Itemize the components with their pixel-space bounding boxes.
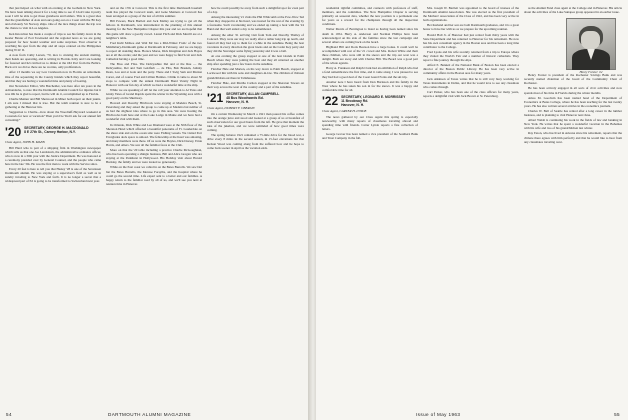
paragraph: Albert Walsh is continuing his work in the fields of law and banking in New York. He writes that he spent a wonderful vacation in the Bahamas with his wife and two of his grandchildren last winter.	[524, 118, 622, 131]
paragraph: how he could possibly be away from such a delightful spot for even part of a day.	[207, 6, 304, 15]
class-agent: Class Agent, CARTER H. LYNDE	[322, 108, 367, 113]
paragraph: The Bros and Fliss. The Debryashire Del and at the Rue — the Debryashire, Del and Tom Goldfarb — de Fibs, Bob Breskin, Johnny Dean, Lou and at Gale and the party. There and I Swig Sam and Marion Carter, and of course Fred and Lillian Holmes. I think it came to about 30 stops to compete with the annual Dartmouth Band Varsity Night in Hanover with our fun day of which we had a wonderful time at the ship.	[106, 62, 202, 87]
paragraph: Walter Morris of Barrington is listed as having been named since his death in 1954. Harry A. Anderson and Norman Phillips have been acknowledged on his side of the families since the last campaign and several others are coming back on the board.	[322, 27, 418, 44]
paragraph: He has been actively engaged in all sorts of civic activities and now spends most of his time in Florida during the winter months.	[524, 86, 622, 95]
paragraph: Harry A. Frankson and Ralph Clark had an exhibition of Ralph who had a fond remembrance the first time, and it came along. I was pleased to see they had had a good deal of the Coast Guard Forks and the ski trip.	[322, 66, 418, 79]
paragraph: and on the 17th at Concord. This is the first time Dartmouth baseball team has played the Concord team, and Gene Menners at Concord has been arranged as a group of the last of all this summer.	[106, 6, 202, 19]
paragraph: Harold Hall Jr. of Hanover had just retired from thirty years with the State Department and has returned to Hanover for his retirement. He now has his own consultant agency in the Boston area and has been a long time contributor to the College.	[423, 32, 519, 49]
paragraph: Highland Hill and Doris Beatson have a large bonus. It could well be accomplished with rest of the '21 crowd and Mrs. Robert White and their three children, who were still in the snows and the trip out west was a delight. Both are away and with Charles Hill. The Board was a good part of the whole agenda.	[322, 44, 418, 66]
paragraph: Another note I have heard from Don Burleson and his family in the West where he has taken his son in for the snows. It was a happy and comfortable time for all.	[322, 79, 418, 92]
class-secretary: SECRETARY, ALLAN CAMPBELL 48 Bus Woodwards Bd. Hanover, N. H.	[226, 91, 280, 104]
class-year: '21	[207, 90, 224, 105]
paragraph: Fred Kuhl McKee and Walt Mc has a Mid-Winter Frolic of the two Middlebury-Dartmouth game at Dartmouth in February, and we are happy to report all standing there. Horace Morse, Dick Kingman and Jack Hayes are at all the events; and the year and we were happy to find Scott and Jack Cathedral having a good time.	[106, 40, 202, 62]
class-1921-heading	[207, 92, 304, 104]
right-page	[316, 0, 628, 420]
paragraph: The spring balance 1921 remained a 75-mile drive for the blood test, a drive every 8 miles in the second season, in 15-foot elevations but that Kelson Wood was coming along from the suffered bow and he hope to come back sooner in April as the vacation ends.	[207, 133, 304, 150]
paragraph: Charlie Menner and Bill Sherwood in Minot both report on their jaunts. I am sure I missed that is true. But the tenth reunion is sure to be a gathering at the Hanover Inn.	[5, 96, 101, 110]
photo-caption: Henry Forster '22	[579, 70, 603, 74]
paragraph: Every 20 feet is here to tell you that Hasley '28 is one of the Seventeen Dartmouth alumni. He was staying at a supervisor's field as well as in sundry traveling to New York and forth. It is no longer a secret that a widespread part of Ed is going to be transformed to Switzerland next year.	[5, 167, 101, 184]
paragraph: Suggestion to Charlie—how about the Woodruff-Heyward weekend at Coronado for new or vacation? Then you'd be 'Don't ask for our annual fall convening?'	[5, 110, 101, 123]
paragraph: Fletcher Hale and Marion, on his way down to Palm Beach, stopped at Lockwood Inn with his sons and daughters-in-law. The children of thirteen grandchildren out there in Tallahassee.	[207, 67, 304, 80]
right-column-1	[322, 6, 418, 142]
left-column-1	[5, 6, 101, 184]
class-secretary: SECRETARY, GEORGE H. MACDONALD 8 E 27th St., Carney Harbor, N.Y.	[24, 125, 89, 134]
paragraph: Charles W. Bell of Seattle has retired after a long career in the lumber business, and is planning to visit Hanover next June.	[524, 108, 622, 118]
paragraph: Howard and Dorothy Hitchcock were staying at Madeira Beach, St. Petersburg and they asked the group to come up at Madeira but neither of us had the slightest idea where to go in this area. We were hosting the Hitchcocks both here and at the Lake Lodge in Maine and we have had a wonderful visit with them.	[106, 101, 202, 122]
paragraph: Ray Eaton, who has lived in Arizona since his retirement, reports that the climate there agrees with him perfectly and that he would like to hear from any classmates traveling west.	[524, 131, 622, 144]
left-page-number: 54	[6, 412, 12, 417]
left-page	[0, 0, 310, 420]
paragraph: Ken Knowlton has made a couple of trips to see his family down in the Keeler Baxter of Port Townsend and the regional news as we are going prepared for how bound weather and some surprises. Your observer is watching his spot from the ship and all stops ordered on the Philippines during W.W. II.	[5, 31, 101, 52]
paragraph: as the Alumni Fund class agent at the College and in Hanover. His article about the activities of the Lake Sunapee group appeared in an earlier issue.	[524, 6, 622, 15]
paragraph: residential rightful committee, and connects with professors of staff, members, and the committee. The New Hampshire Chapter is serving primarily on seasonal data, whether the new position is a permanent one for years as a reward for the champions through all the inspection conditions.	[322, 6, 418, 27]
paragraph: Alfred E. Bennett of the National Bank of Boston has been elected a director of the Boston Public Library. He has been very active in community affairs in the Boston area for many years.	[423, 63, 519, 76]
paragraph: Her husband and her son are both Dartmouth graduates, and it is a great honor to have her with us as we prepare for the upcoming reunion.	[423, 23, 519, 32]
paragraph: At one evening the group stopped at one of the best islands in Palm Beach where they were joining the boat and they all returned on another ship after spending just a few hours in the sunshine.	[207, 54, 304, 67]
paragraph: Fletcher Hale, and Martha Carlton stopped at the Sheraton Towers on their way across the west of the country and a part of the sunshine.	[207, 80, 304, 89]
paragraph: After 13 months we say Lew Cutsbourn now in Florida on retirement. One of the sojourning in the County Islands which they report beautiful, and that they are having a wonderful time and plenty of boating.	[5, 70, 101, 83]
paragraph: The news gathered by our Class Agent this spring is especially noteworthy, with many reports of classmates traveling abroad and spending time with friends. Carter Lynde reports a fine collection of letters.	[322, 114, 418, 132]
paragraph: While we are speaking of AE let me call your attention to Al Yates and Ginny Yates of Grand Rapids spent the winter in the Wyoming area with a good party on the Shumway.	[106, 87, 202, 100]
paragraph: Fred Lyons and his wife recently returned from a trip to Europe where they visited the World's Fair and a number of historic cathedrals. They report a fine journey through the Alps.	[423, 49, 519, 63]
paragraph: Mrs. Joseph W. Bartlett was appointed to the board of trustees of the Dartmouth Alumni Association. She was elected as the first president of the Mothers' Association of the Class of 1922, and has been very active in both organizations.	[423, 6, 519, 23]
paragraph: George Grover has been named a vice president of the Southern Bank and Trust Company in the fall.	[322, 132, 418, 141]
paragraph: Jack Atkinson of Texas writes that he is still very busy working for Texas Instruments in Dallas, and that he would love to see any classmate who comes through.	[423, 76, 519, 89]
paragraph: Henry Forster is president of the Rochester Savings Bank and was recently named chairman of the board of the Community Chest of Rochester.	[524, 73, 622, 86]
class-year: '22	[322, 93, 339, 108]
class-agent: Class Agent, JOHN H. MANN	[5, 139, 45, 144]
paragraph: While on the East coast we called in on the Bates Burrells. We saw Del but the Bates Burrells, the Monroe Forsyths, and the hospital where he could go the second time. Life expert sent to a better and our families. A happy return to the familiar road by all of us, and we'll see you next at reunion time in Hanover.	[106, 165, 202, 186]
paragraph: In Orlando, Dick White and Lee Diamond were at the 50th floor of the Sheraton Hotel which afforded a beautiful panorama of Ft. Lauderdale on the shore side and on the ocean side were Fishing vessels. We visited Port Everglades dock space to unload. The fellowship at the hotel was amazing, and many members were there. Of us were the Boyles, Dick Dorsey, Ernie Harris, and others. We saw all the familiar faces at the Club.	[106, 122, 202, 147]
paragraph: Our Newsletter Editor, Win Batchelder, was here after ten years in the Adirondacks, to note that the Dartmouth Alumni Council for injuries but it was OK he is glad to report, but he will do it, accomplished up to Florida.	[5, 83, 101, 96]
class-year: '20	[5, 124, 22, 139]
left-column-2	[106, 6, 202, 187]
right-column-2	[423, 6, 519, 99]
paragraph: Bill Hurd who is part of a shipping firm in Washington newspaper which tells us that one Joe Landstrom, the administrative ordnance officer, who is now in a 30th year with the Justice Department. He was honored at a ceremony presided over by General Counsel, and the people who came here in the late '30s. He was the first man to work with the Service since.	[5, 145, 101, 166]
paragraph: Among the interesting '21 visits the Phil Whitcomb at the Pow-Wow Ted when they dropped in at his hotel, was treated for the rest of the evening by a foursome. Such vacationing and we ended up taking a boat with the '24 Band and that well ended a day to be remembered.	[207, 15, 304, 32]
right-page-number: 55	[614, 412, 620, 417]
issue-date: Issue of May 1963	[416, 412, 461, 417]
photo-face-shape	[581, 31, 599, 49]
left-column-3	[207, 6, 304, 151]
class-agent: Class Agent, DUBERT F. OBERLIN	[207, 105, 255, 110]
class-1920-heading	[5, 126, 101, 138]
paragraph: that just helped on what with an evening at the Gotham in New York. We have been talking about it for a long time to see if I don't take it pretty soon I will be able to get those grandsons and ladders. This is a great idea that the grandfather of Asia and ours going out on a Coast with the '86 Key and obviously Sir Norway ships. One of the nice things about the trip was the chance to visit in Los Angeles.	[5, 6, 101, 31]
paragraph: Carl Parker, who has been one of the class officers for many years, reports a delightful visit with Jack Brown at St. Petersburg.	[423, 89, 519, 98]
paragraph: On a certain Wednesday in March a 1921 man poured his coffee comes into the orange juice and stood and looked at a group of us at breakfast of such observation for our good hours from the left. He gave that moment the idea of the jukebox, and we were reminded of how good times were coming.	[207, 111, 304, 133]
paragraph: A note from Cathy Larsen, '70, nice is cruising the ancient mailing, their hands are operating, and is writing in Florida. Kitty and I are looking for fostered and he's invited us to dinner at the Old Port from the Baltics. Back at it we did so there are no worries, only proliferation.	[5, 53, 101, 70]
paragraph: Among the other '21 arriving visit from Tom and Dorothy Thalley of Concord. They were our stay we really after a rather long trip up north, and found all they had say to them for a while in the sunshine. Being the best vacations in every direction the great lawns and on the Cedar Key party and they did the Stavanger some flying yesterday and it was a ball.	[207, 32, 304, 53]
class-secretary: SECRETARY, LEONARD E. MORRISSEY 11 Brookway Rd. Hanover, N. H.	[341, 94, 406, 107]
portrait-photo	[566, 18, 616, 70]
paragraph: More on that the '20 table including a practice Charlie McGoughnan, who has been operating a shingle business, Bill and Alice Grogan who are staying at the Parkhurst in Hollywood. His Holiday visit about Harold Buckley, the family and we were treated so generously.	[106, 148, 202, 165]
paragraph: Amos M. Goodwin has been named head of the Department of Economics at Bates College, where he has been teaching for the last twenty years. He has also written several articles in the economics journals.	[524, 95, 622, 108]
magazine-name: DARTMOUTH ALUMNI MAGAZINE	[108, 412, 191, 417]
class-1922-heading	[322, 95, 418, 107]
paragraph: Bill Powers, Buck Bartlett and Jack Malley are trying to get all the fellows in Dartmouth, was instrumental in the planning of this annual meeting for the New Hampshire Chapter this year and we are hopeful that this game will draw a goodly crowd. Lionel Fitch and Dick Merrill are at a neighbor's table.	[106, 19, 202, 40]
